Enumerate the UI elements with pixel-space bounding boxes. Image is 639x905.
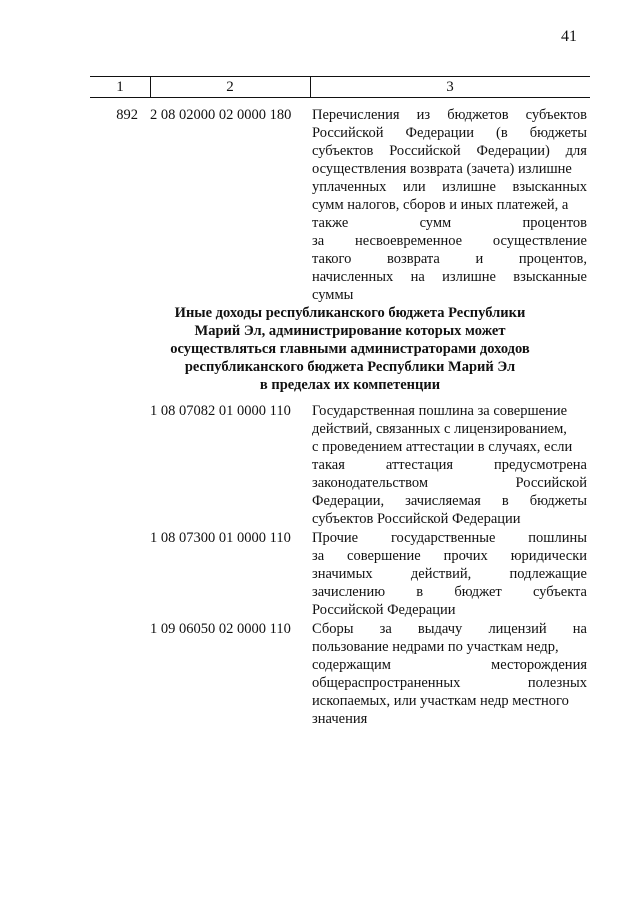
description-line: начисленных на излишне взысканные bbox=[312, 269, 587, 285]
admin-code: 892 bbox=[116, 107, 138, 123]
description-line: суммы bbox=[312, 287, 354, 303]
income-description bbox=[312, 529, 587, 619]
heading-line: в пределах их компетенции bbox=[259, 377, 441, 393]
income-code: 1 09 06050 02 0000 110 bbox=[150, 621, 291, 637]
description-line: такая аттестация предусмотрена bbox=[312, 457, 587, 473]
header-col-1: 1 bbox=[116, 79, 124, 95]
income-description bbox=[312, 106, 587, 304]
description-line: действий, связанных с лицензированием, bbox=[312, 421, 567, 437]
description-line: субъектов Российской Федерации bbox=[312, 511, 521, 527]
description-line: Государственная пошлина за совершение bbox=[312, 403, 568, 419]
description-line: уплаченных или излишне взысканных bbox=[312, 179, 587, 195]
description-line: Сборы за выдачу лицензий на bbox=[312, 621, 587, 637]
description-line: за несвоевременное осуществление bbox=[312, 233, 587, 249]
description-line: также сумм процентов bbox=[312, 215, 587, 231]
description-line: Федерации, зачисляемая в бюджеты bbox=[312, 493, 587, 509]
description-line: зачислению в бюджет субъекта bbox=[312, 584, 587, 600]
description-line: значения bbox=[312, 711, 368, 727]
description-line: Прочие государственные пошлины bbox=[312, 530, 587, 546]
description-line: ископаемых, или участкам недр местного bbox=[312, 693, 569, 709]
description-line: значимых действий, подлежащие bbox=[312, 566, 587, 582]
income-code: 1 08 07082 01 0000 110 bbox=[150, 403, 291, 419]
description-line: за совершение прочих юридически bbox=[312, 548, 587, 564]
description-line: содержащим месторождения bbox=[312, 657, 587, 673]
table-header bbox=[90, 76, 590, 98]
description-line: сумм налогов, сборов и иных платежей, а bbox=[312, 197, 569, 213]
description-line: Перечисления из бюджетов субъектов bbox=[312, 107, 587, 123]
income-code: 2 08 02000 02 0000 180 bbox=[150, 107, 292, 123]
heading-line: республиканского бюджета Республики Марий Эл bbox=[184, 359, 516, 375]
income-description bbox=[312, 402, 587, 528]
description-line: субъектов Российской Федерации) для bbox=[312, 143, 587, 159]
page-number: 41 bbox=[561, 28, 577, 45]
description-line: Российской Федерации (в бюджеты bbox=[312, 125, 587, 141]
heading-line: осуществляться главными администраторами доходов bbox=[170, 341, 530, 357]
description-line: осуществления возврата (зачета) излишне bbox=[312, 161, 572, 177]
description-line: пользование недрами по участкам недр, bbox=[312, 639, 559, 655]
header-col-2: 2 bbox=[226, 79, 234, 95]
income-code: 1 08 07300 01 0000 110 bbox=[150, 530, 291, 546]
section-heading bbox=[150, 304, 550, 394]
header-col-3: 3 bbox=[446, 79, 454, 95]
description-line: с проведением аттестации в случаях, если bbox=[312, 439, 573, 455]
description-line: законодательством Российской bbox=[312, 475, 587, 491]
heading-line: Марий Эл, администрирование которых может bbox=[194, 323, 506, 339]
description-line: Российской Федерации bbox=[312, 602, 456, 618]
description-line: общераспространенных полезных bbox=[312, 675, 587, 691]
income-description bbox=[312, 620, 587, 728]
description-line: такого возврата и процентов, bbox=[312, 251, 587, 267]
heading-line: Иные доходы республиканского бюджета Республики bbox=[174, 305, 526, 321]
